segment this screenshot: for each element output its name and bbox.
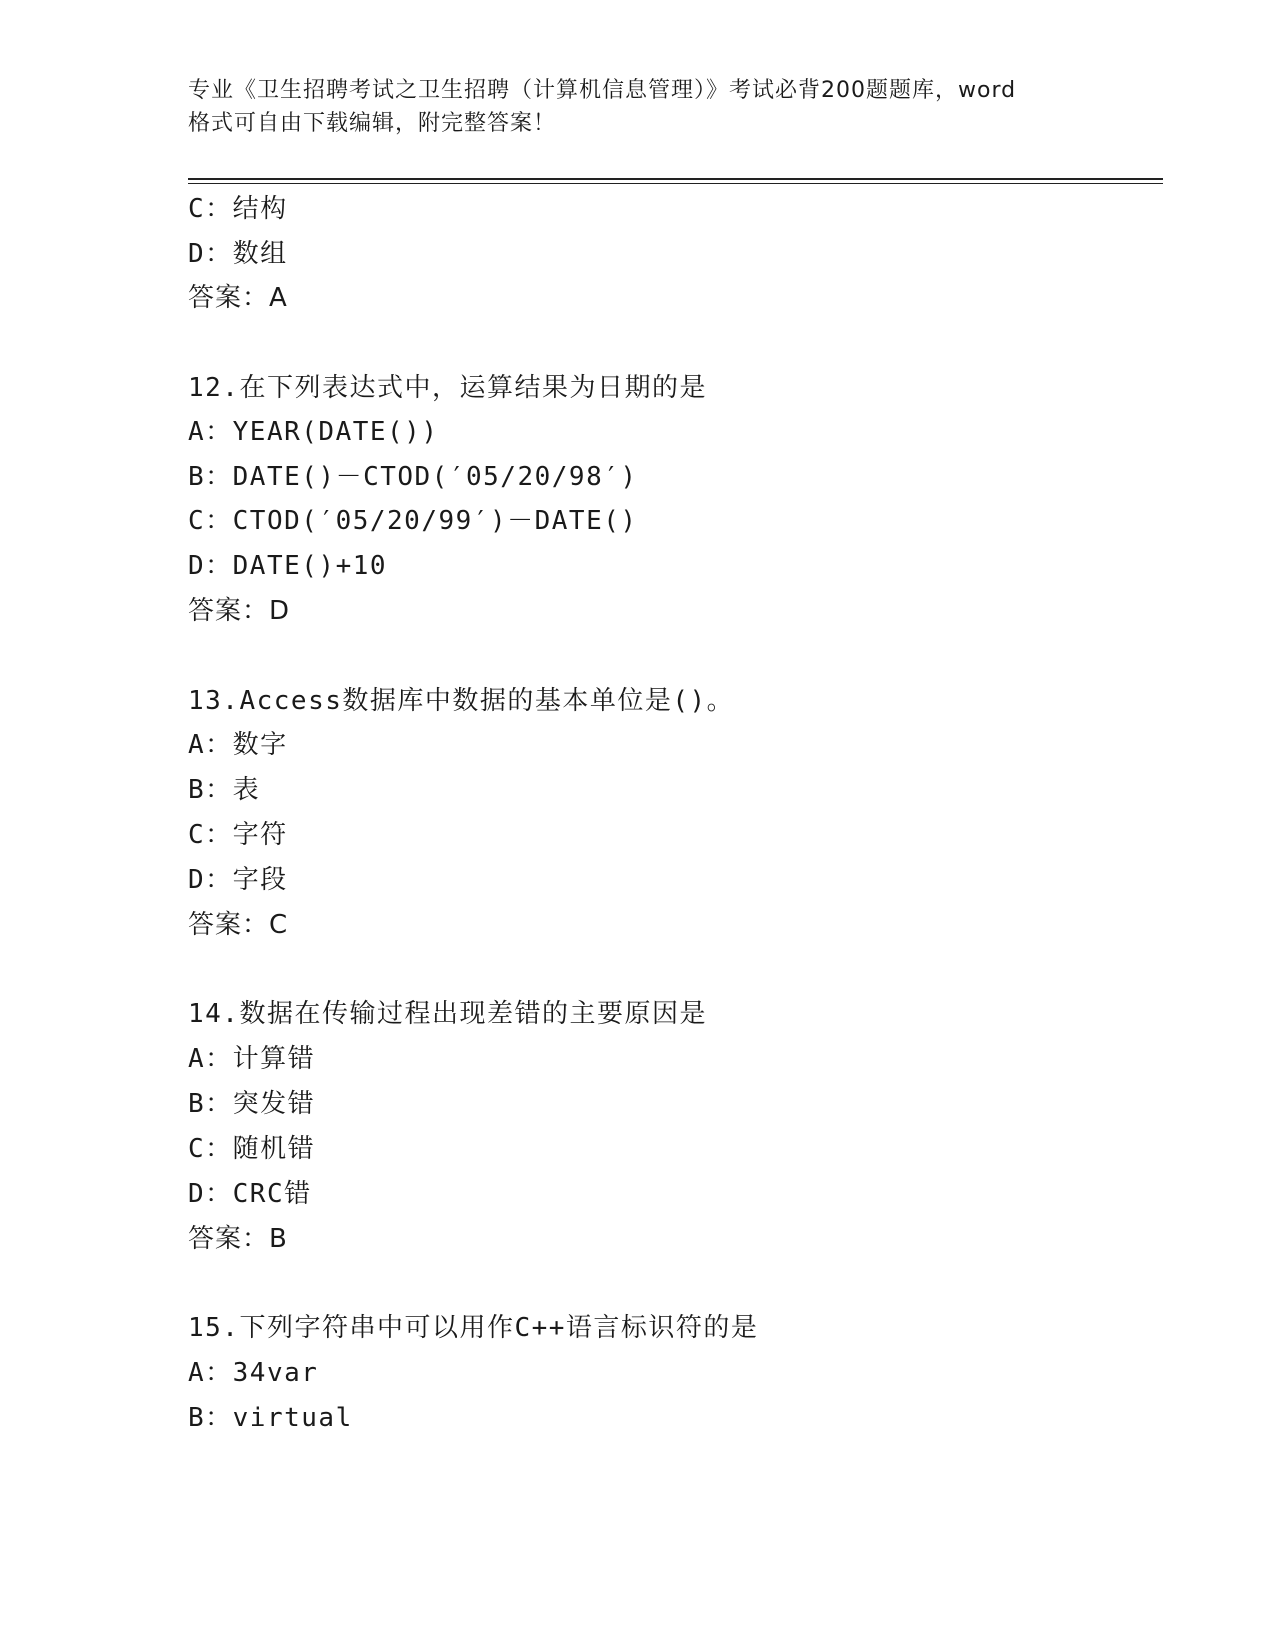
q13-option-b: B：表	[188, 775, 261, 805]
document-header	[188, 74, 1088, 140]
header-line-1: 专业《卫生招聘考试之卫生招聘（计算机信息管理）》考试必背200题题库，word	[188, 78, 1017, 103]
q14-option-b: B：突发错	[188, 1089, 316, 1119]
q15-option-a: A：34var	[188, 1358, 319, 1388]
q13-question: 13.Access数据库中数据的基本单位是()。	[188, 686, 735, 716]
q14-question: 14.数据在传输过程出现差错的主要原因是	[188, 999, 707, 1029]
header-divider-thick	[188, 178, 1163, 180]
q15-option-b: B：virtual	[188, 1403, 353, 1433]
q12-option-d: D：DATE()+10	[188, 551, 388, 581]
q11-answer: 答案：A	[188, 283, 288, 313]
q13-option-c: C：字符	[188, 820, 288, 850]
q14-option-a: A：计算错	[188, 1044, 316, 1074]
q15-question: 15.下列字符串中可以用作C++语言标识符的是	[188, 1313, 759, 1343]
q14-option-d: D：CRC错	[188, 1179, 312, 1209]
q13-option-a: A：数字	[188, 730, 288, 760]
q14-answer: 答案：B	[188, 1224, 288, 1254]
q11-option-d: D：数组	[188, 239, 288, 269]
q11-option-c: C：结构	[188, 194, 288, 224]
header-line-2: 格式可自由下载编辑，附完整答案！	[188, 111, 557, 136]
q12-option-c: C：CTOD(′05/20/99′)－DATE()	[188, 506, 638, 536]
q13-option-d: D：字段	[188, 865, 288, 895]
header-divider-thin	[188, 183, 1163, 184]
q12-question: 12.在下列表达式中，运算结果为日期的是	[188, 373, 707, 403]
q12-option-a: A：YEAR(DATE())	[188, 417, 439, 447]
q14-option-c: C：随机错	[188, 1134, 316, 1164]
q13-answer: 答案：C	[188, 910, 289, 940]
q12-answer: 答案：D	[188, 596, 291, 626]
q12-option-b: B：DATE()－CTOD(′05/20/98′)	[188, 462, 638, 492]
